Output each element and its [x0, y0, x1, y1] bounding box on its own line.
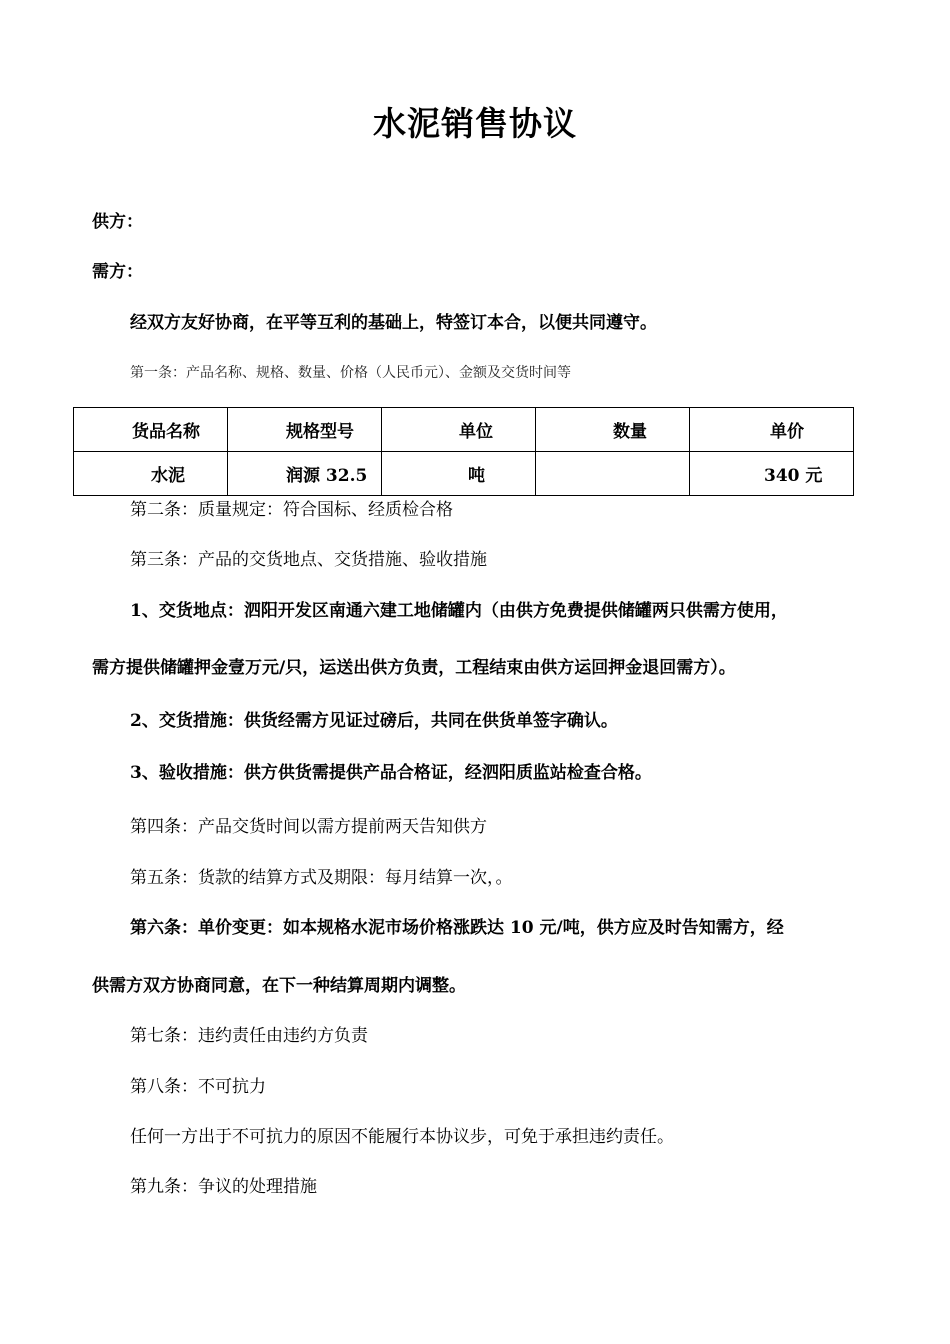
table-header-cell: 单位: [382, 408, 536, 452]
item1-line2: 需方提供储罐押金壹万元/只，运送出供方负责，工程结束由供方运回押金退回需方）。: [92, 658, 736, 678]
item1-line1: 1、交货地点：泗阳开发区南通六建工地储罐内（由供方免费提供储罐两只供需方使用，: [130, 601, 788, 621]
table-cell: 水泥: [74, 452, 228, 496]
article7: 第七条：违约责任由违约方负责: [130, 1026, 368, 1046]
table-cell: 340 元: [690, 452, 854, 496]
supplier-label: 供方：: [92, 212, 143, 232]
article9: 第九条：争议的处理措施: [130, 1177, 317, 1197]
article6-line1: 第六条：单价变更：如本规格水泥市场价格涨跌达 10 元/吨，供方应及时告知需方，经: [130, 918, 784, 938]
article1-heading: 第一条：产品名称、规格、数量、价格（人民币元）、金额及交货时间等: [130, 365, 571, 381]
item3: 3、验收措施：供方供货需提供产品合格证，经泗阳质监站检查合格。: [130, 763, 652, 783]
article3: 第三条：产品的交货地点、交货措施、验收措施: [130, 550, 487, 570]
article5: 第五条：货款的结算方式及期限：每月结算一次，。: [130, 868, 513, 888]
table-header-cell: 数量: [536, 408, 690, 452]
buyer-label: 需方：: [92, 262, 143, 282]
article2: 第二条：质量规定：符合国标、经质检合格: [130, 500, 453, 520]
intro-paragraph: 经双方友好协商，在平等互利的基础上，特签订本合，以便共同遵守。: [130, 313, 657, 333]
table-header-row: [74, 408, 854, 452]
article8-text: 任何一方出于不可抗力的原因不能履行本协议步，可免于承担违约责任。: [130, 1127, 674, 1147]
table-header-cell: 货品名称: [74, 408, 228, 452]
table-row: [74, 452, 854, 496]
article4: 第四条：产品交货时间以需方提前两天告知供方: [130, 817, 487, 837]
article8: 第八条：不可抗力: [130, 1077, 266, 1097]
table-cell: [536, 452, 690, 496]
table-header-cell: 单价: [690, 408, 854, 452]
goods-table: [73, 407, 854, 496]
article6-line2: 供需方双方协商同意，在下一种结算周期内调整。: [92, 976, 466, 996]
table-cell: 润源 32.5: [228, 452, 382, 496]
item2: 2、交货措施：供货经需方见证过磅后，共同在供货单签字确认。: [130, 711, 618, 731]
table-header-cell: 规格型号: [228, 408, 382, 452]
document-title: 水泥销售协议: [373, 104, 577, 143]
table-cell: 吨: [382, 452, 536, 496]
